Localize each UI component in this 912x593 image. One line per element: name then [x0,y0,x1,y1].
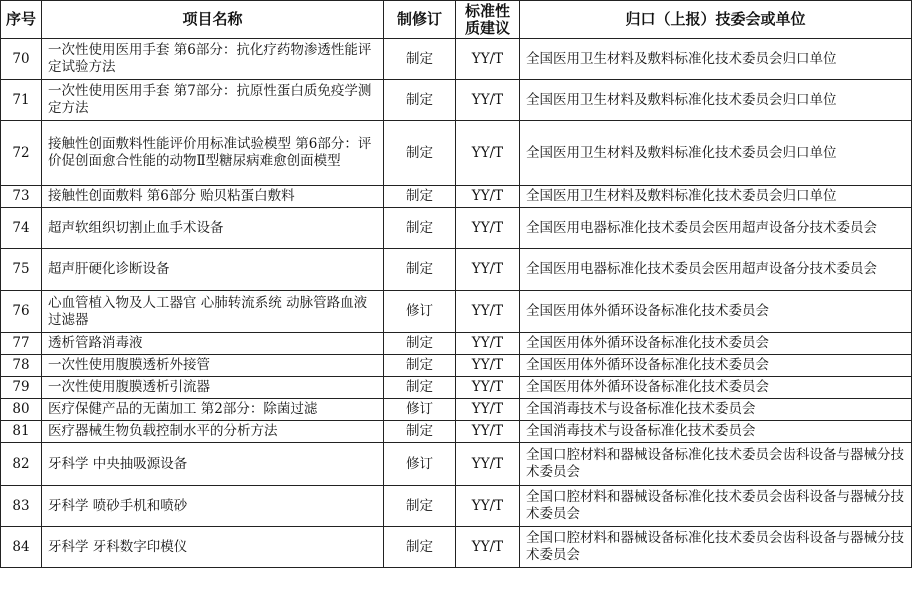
responsible-unit: 全国口腔材料和器械设备标准化技术委员会齿科设备与器械分技术委员会 [520,527,912,568]
responsible-unit: 全国医用体外循环设备标准化技术委员会 [520,355,912,377]
standard-property: YY/T [456,527,520,568]
project-name: 透析管路消毒液 [42,333,384,355]
row-number: 70 [1,39,42,80]
revision-type: 制定 [384,80,456,121]
table-row [1,39,912,80]
standard-property: YY/T [456,39,520,80]
row-number: 72 [1,121,42,186]
project-name: 医疗保健产品的无菌加工 第2部分：除菌过滤 [42,399,384,421]
project-name: 超声软组织切割止血手术设备 [42,208,384,249]
row-number: 76 [1,291,42,333]
row-number: 74 [1,208,42,249]
revision-type: 制定 [384,421,456,443]
responsible-unit: 全国医用体外循环设备标准化技术委员会 [520,377,912,399]
row-number: 82 [1,443,42,486]
row-number: 80 [1,399,42,421]
responsible-unit: 全国口腔材料和器械设备标准化技术委员会齿科设备与器械分技术委员会 [520,443,912,486]
responsible-unit: 全国医用卫生材料及敷料标准化技术委员会归口单位 [520,80,912,121]
row-number: 81 [1,421,42,443]
responsible-unit: 全国医用卫生材料及敷料标准化技术委员会归口单位 [520,186,912,208]
standard-property: YY/T [456,208,520,249]
table-row [1,421,912,443]
table-row [1,80,912,121]
table-row [1,291,912,333]
standard-property: YY/T [456,121,520,186]
header-type: 制修订 [384,1,456,39]
project-name: 心血管植入物及人工器官 心肺转流系统 动脉管路血液过滤器 [42,291,384,333]
standard-property: YY/T [456,443,520,486]
revision-type: 制定 [384,355,456,377]
revision-type: 修订 [384,291,456,333]
table-row [1,186,912,208]
responsible-unit: 全国医用体外循环设备标准化技术委员会 [520,333,912,355]
revision-type: 修订 [384,399,456,421]
table-row [1,377,912,399]
responsible-unit: 全国消毒技术与设备标准化技术委员会 [520,399,912,421]
header-name: 项目名称 [42,1,384,39]
standard-property: YY/T [456,186,520,208]
project-name: 接触性创面敷料性能评价用标准试验模型 第6部分：评价促创面愈合性能的动物Ⅱ型糖尿病难愈创面模型 [42,121,384,186]
row-number: 84 [1,527,42,568]
row-number: 75 [1,249,42,291]
revision-type: 制定 [384,527,456,568]
row-number: 79 [1,377,42,399]
responsible-unit: 全国医用体外循环设备标准化技术委员会 [520,291,912,333]
responsible-unit: 全国消毒技术与设备标准化技术委员会 [520,421,912,443]
responsible-unit: 全国口腔材料和器械设备标准化技术委员会齿科设备与器械分技术委员会 [520,486,912,527]
table-row [1,527,912,568]
revision-type: 制定 [384,333,456,355]
revision-type: 制定 [384,121,456,186]
responsible-unit: 全国医用电器标准化技术委员会医用超声设备分技术委员会 [520,249,912,291]
header-num: 序号 [1,1,42,39]
project-name: 医疗器械生物负载控制水平的分析方法 [42,421,384,443]
row-number: 83 [1,486,42,527]
row-number: 77 [1,333,42,355]
row-number: 73 [1,186,42,208]
project-name: 牙科学 喷砂手机和喷砂 [42,486,384,527]
responsible-unit: 全国医用电器标准化技术委员会医用超声设备分技术委员会 [520,208,912,249]
responsible-unit: 全国医用卫生材料及敷料标准化技术委员会归口单位 [520,121,912,186]
row-number: 78 [1,355,42,377]
standard-property: YY/T [456,421,520,443]
header-property: 标准性质建议 [456,1,520,39]
project-name: 牙科学 中央抽吸源设备 [42,443,384,486]
revision-type: 制定 [384,208,456,249]
standard-property: YY/T [456,80,520,121]
revision-type: 制定 [384,377,456,399]
project-name: 一次性使用医用手套 第7部分：抗原性蛋白质免疫学测定方法 [42,80,384,121]
project-name: 一次性使用医用手套 第6部分：抗化疗药物渗透性能评定试验方法 [42,39,384,80]
project-name: 一次性使用腹膜透析引流器 [42,377,384,399]
row-number: 71 [1,80,42,121]
table-row [1,249,912,291]
responsible-unit: 全国医用卫生材料及敷料标准化技术委员会归口单位 [520,39,912,80]
standard-property: YY/T [456,249,520,291]
header-org: 归口（上报）技委会或单位 [520,1,912,39]
table-row [1,121,912,186]
standard-property: YY/T [456,333,520,355]
revision-type: 制定 [384,39,456,80]
table-row [1,333,912,355]
table-row [1,208,912,249]
project-name: 一次性使用腹膜透析外接管 [42,355,384,377]
table-row [1,355,912,377]
project-name: 超声肝硬化诊断设备 [42,249,384,291]
header-row [1,1,912,39]
revision-type: 制定 [384,486,456,527]
standard-property: YY/T [456,399,520,421]
project-name: 接触性创面敷料 第6部分 贻贝粘蛋白敷料 [42,186,384,208]
standard-property: YY/T [456,377,520,399]
revision-type: 修订 [384,443,456,486]
project-name: 牙科学 牙科数字印模仪 [42,527,384,568]
revision-type: 制定 [384,249,456,291]
revision-type: 制定 [384,186,456,208]
table-row [1,486,912,527]
standard-property: YY/T [456,355,520,377]
standard-property: YY/T [456,486,520,527]
table-row [1,443,912,486]
table-row [1,399,912,421]
standard-property: YY/T [456,291,520,333]
